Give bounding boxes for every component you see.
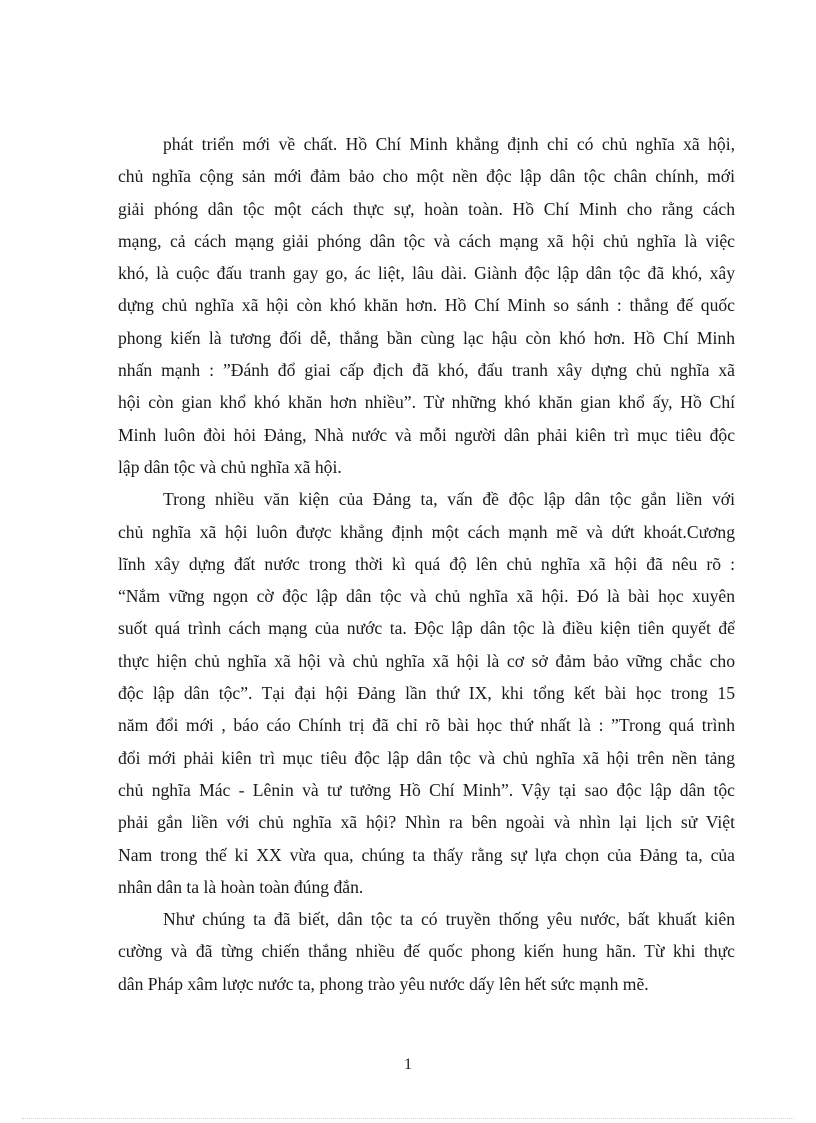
- paragraph-3-line-1: Như chúng ta đã biết, dân tộc ta có truyền thống yêu nước, bất khuất kiên: [163, 909, 735, 930]
- paragraph-2-line-13: nhân dân ta là hoàn toàn đúng đắn.: [118, 876, 364, 897]
- paragraph-1-line-10: Minh luôn đòi hỏi Đảng, Nhà nước và mỗi người dân phải kiên trì mục tiêu độc: [118, 424, 735, 445]
- page-number: 1: [404, 1056, 412, 1073]
- paragraph-1-line-3: giải phóng dân tộc một cách thực sự, hoàn toàn. Hồ Chí Minh cho rằng cách: [118, 198, 735, 219]
- paragraph-2-line-8: năm đổi mới , báo cáo Chính trị đã chỉ rõ bài học thứ nhất là : ”Trong quá trình: [118, 715, 735, 736]
- paragraph-1-line-7: phong kiến là tương đối dễ, thắng bần cùng lạc hậu còn khó hơn. Hồ Chí Minh: [118, 327, 735, 348]
- paragraph-2-line-11: phải gắn liền với chủ nghĩa xã hội? Nhìn ra bên ngoài và nhìn lại lịch sử Việt: [118, 812, 735, 833]
- document-body: [118, 128, 735, 1000]
- paragraph-2-line-2: chủ nghĩa xã hội luôn được khẳng định một cách mạnh mẽ và dứt khoát.Cương: [118, 521, 735, 542]
- paragraph-1-line-2: chủ nghĩa cộng sản mới đảm bảo cho một nền độc lập dân tộc chân chính, mới: [118, 166, 735, 187]
- paragraph-3-line-2: cường và đã từng chiến thắng nhiều đế quốc phong kiến hung hãn. Từ khi thực: [118, 941, 735, 962]
- paragraph-1-line-8: nhấn mạnh : ”Đánh đổ giai cấp địch đã khó, đấu tranh xây dựng chủ nghĩa xã: [118, 360, 735, 381]
- paragraph-1-line-11: lập dân tộc và chủ nghĩa xã hội.: [118, 456, 342, 477]
- paragraph-2-line-10: chủ nghĩa Mác - Lênin và tư tưởng Hồ Chí Minh”. Vậy tại sao độc lập dân tộc: [118, 779, 735, 800]
- paragraph-2-line-12: Nam trong thế kỉ XX vừa qua, chúng ta thấy rằng sự lựa chọn của Đảng ta, của: [118, 844, 735, 865]
- paragraph-1-line-1: phát triển mới về chất. Hồ Chí Minh khẳng định chỉ có chủ nghĩa xã hội,: [163, 134, 735, 154]
- paragraph-1-line-4: mạng, cả cách mạng giải phóng dân tộc và cách mạng xã hội chủ nghĩa là việc: [118, 230, 735, 251]
- paragraph-2-line-3: lĩnh xây dựng đất nước trong thời kì quá độ lên chủ nghĩa xã hội đã nêu rõ :: [118, 553, 735, 574]
- footer-dotted-rule: [22, 1118, 794, 1119]
- paragraph-2-line-5: suốt quá trình cách mạng của nước ta. Độc lập dân tộc là điều kiện tiên quyết để: [118, 618, 735, 639]
- paragraph-2-line-7: độc lập dân tộc”. Tại đại hội Đảng lần thứ IX, khi tổng kết bài học trong 15: [118, 683, 735, 704]
- paragraph-2-line-1: Trong nhiều văn kiện của Đảng ta, vấn đề độc lập dân tộc gắn liền với: [163, 489, 735, 510]
- paragraph-3-line-3: dân Pháp xâm lược nước ta, phong trào yêu nước dấy lên hết sức mạnh mẽ.: [118, 973, 649, 994]
- paragraph-1-line-6: dựng chủ nghĩa xã hội còn khó khăn hơn. Hồ Chí Minh so sánh : thắng đế quốc: [118, 295, 735, 316]
- paragraph-2-line-4: “Nắm vững ngọn cờ độc lập dân tộc và chủ nghĩa xã hội. Đó là bài học xuyên: [118, 586, 735, 607]
- paragraph-2-line-6: thực hiện chủ nghĩa xã hội và chủ nghĩa xã hội là cơ sở đảm bảo vững chắc cho: [118, 650, 735, 671]
- paragraph-1-line-5: khó, là cuộc đấu tranh gay go, ác liệt, lâu dài. Giành độc lập dân tộc đã khó, xây: [118, 263, 735, 284]
- paragraph-1-line-9: hội còn gian khổ khó khăn hơn nhiều”. Từ những khó khăn gian khổ ấy, Hồ Chí: [118, 392, 735, 413]
- paragraph-2-line-9: đổi mới phải kiên trì mục tiêu độc lập dân tộc và chủ nghĩa xã hội trên nền tảng: [118, 747, 735, 768]
